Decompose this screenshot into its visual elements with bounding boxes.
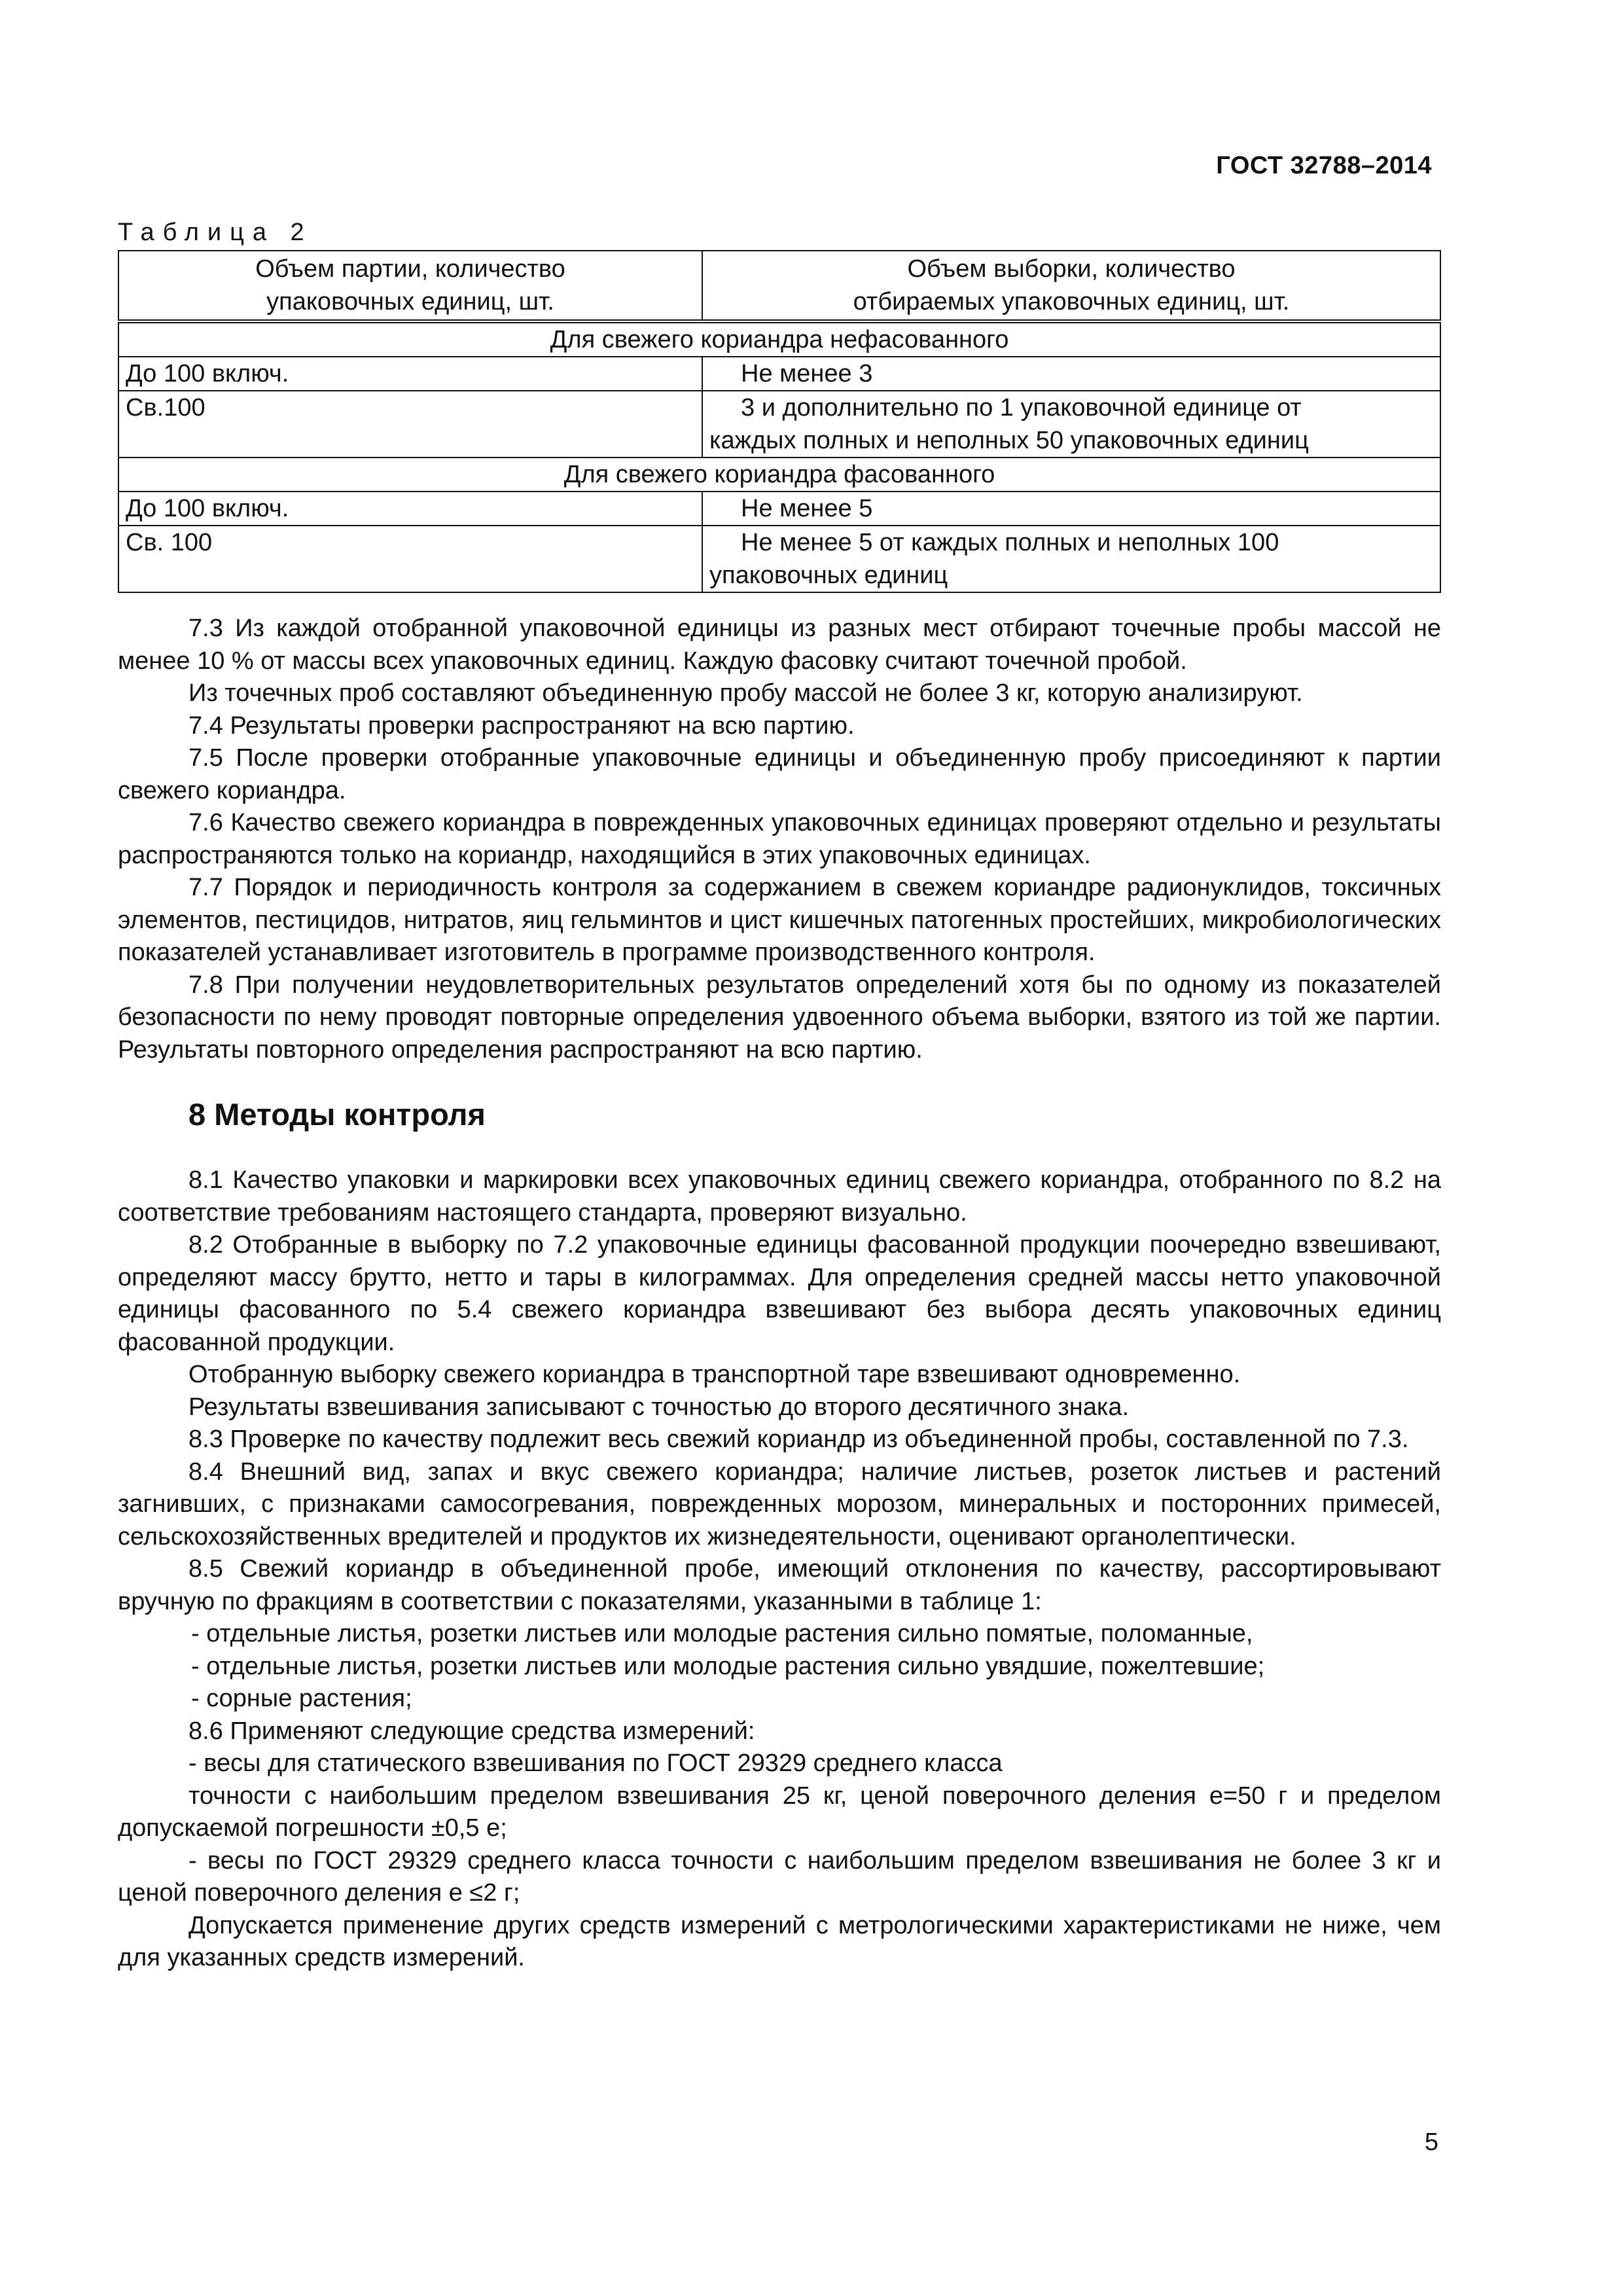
list-item: - сорные растения;: [191, 1685, 412, 1712]
list-item: - отдельные листья, розетки листьев или молодые растения сильно увядшие, пожелтевшие;: [191, 1652, 1265, 1680]
paragraph-7-3: 7.3 Из каждой отобранной упаковочной единицы из разных мест отбирают точечные пробы массой не менее 10 % от массы всех упаковочных единиц. Каждую фасовку считают точечной пробой.: [118, 615, 1441, 675]
section-title-packed: Для свежего кориандра фасованного: [118, 457, 1440, 492]
table-cell-lot: Св. 100: [118, 526, 702, 592]
table-caption: Таблица 2: [118, 219, 313, 246]
header-cell-sample-size: [702, 251, 1440, 321]
table-cell-sample: [702, 391, 1440, 457]
table-row: [118, 492, 1440, 526]
cell-line: каждых полных и неполных 50 упаковочных единиц: [709, 427, 1309, 454]
section-8-heading: 8 Методы контроля: [188, 1097, 486, 1132]
table-row: [118, 391, 1440, 457]
paragraph-7-8: 7.8 При получении неудовлетворительных результатов определений хотя бы по одному из показателей безопасности по нему проводят повторные определения удвоенного объема выборки, взятого из той же партии. Результаты повторного определения распространяют на всю партию.: [118, 971, 1441, 1064]
paragraph-7-7: 7.7 Порядок и периодичность контроля за содержанием в свежем кориандре радионуклидов, токсичных элементов, пестицидов, нитратов, яиц гельминтов и цист кишечных патогенных простейших, микробиологических показателей устанавливает изготовитель в программе производственного контроля.: [118, 874, 1441, 966]
cell-line: Не менее 5 от каждых полных и неполных 100: [741, 529, 1279, 556]
doc-code-header: ГОСТ 32788–2014: [1216, 152, 1432, 179]
paragraph-7-3-cont: Из точечных проб составляют объединенную пробу массой не более 3 кг, которую анализируют.: [188, 679, 1303, 707]
table-cell-lot: До 100 включ.: [118, 492, 702, 526]
sampling-table: [118, 250, 1441, 593]
header-line: Объем партии, количество: [255, 255, 565, 283]
paragraph-7-4: 7.4 Результаты проверки распространяют на всю партию.: [188, 711, 855, 740]
paragraph-8-2: 8.2 Отобранные в выборку по 7.2 упаковочные единицы фасованной продукции поочередно взвешивают, определяют массу брутто, нетто и тары в килограммах. Для определения средней массы нетто упаковочной единицы фасованного по 5.4 свежего кориандра взвешивают без выбора десять упаковочных единиц фасованной продукции.: [118, 1231, 1441, 1356]
paragraph-8-1: 8.1 Качество упаковки и маркировки всех упаковочных единиц свежего кориандра, отобранного по 8.2 на соответствие требованиям настоящего стандарта, проверяют визуально.: [118, 1166, 1441, 1227]
table-cell-sample: [702, 526, 1440, 592]
page-number: 5: [1424, 2128, 1438, 2156]
paragraph-8-3: 8.3 Проверке по качеству подлежит весь свежий кориандр из объединенной пробы, составленной по 7.3.: [188, 1426, 1409, 1453]
cell-line: упаковочных единиц: [709, 562, 948, 589]
paragraph-7-6: 7.6 Качество свежего кориандра в поврежденных упаковочных единицах проверяют отдельно и результаты распространяются только на кориандр, находящийся в этих упаковочных единицах.: [118, 809, 1441, 869]
table-row: [118, 357, 1440, 391]
paragraph-8-6-note: Допускается применение других средств измерений с метрологическими характеристиками не ниже, чем для указанных средств измерений.: [118, 1911, 1441, 1971]
cell-line: Не менее 3: [741, 360, 873, 387]
table-cell-lot: До 100 включ.: [118, 357, 702, 391]
cell-line: 3 и дополнительно по 1 упаковочной единице от: [741, 394, 1302, 422]
header-cell-lot-size: [118, 251, 702, 321]
cell-line: Не менее 5: [741, 495, 873, 522]
paragraph-8-2-b: Результаты взвешивания записывают с точностью до второго десятичного знака.: [188, 1393, 1130, 1421]
paragraph-8-6-scale-1-cont: точности с наибольшим пределом взвешивания 25 кг, ценой поверочного деления е=50 г и пределом допускаемой погрешности ±0,5 е;: [118, 1782, 1441, 1842]
table-row: [118, 526, 1440, 592]
header-line: Объем выборки, количество: [907, 255, 1236, 283]
table-cell-sample: [702, 492, 1440, 526]
list-item: - отдельные листья, розетки листьев или молодые растения сильно помятые, поломанные,: [191, 1620, 1253, 1647]
table-cell-lot: Св.100: [118, 391, 702, 457]
table-section-row: [118, 321, 1440, 357]
paragraph-8-4: 8.4 Внешний вид, запах и вкус свежего кориандра; наличие листьев, розеток листьев и растений загнивших, с признаками самосогревания, поврежденных морозом, минеральных и посторонних примесей, сельскохозяйственных вредителей и продуктов их жизнедеятельности, оценивают органолептически.: [118, 1458, 1441, 1551]
body-text: [118, 613, 1441, 1975]
paragraph-8-5: 8.5 Свежий кориандр в объединенной пробе, имеющий отклонения по качеству, рассортировывают вручную по фракциям в соответствии с показателями, указанными в таблице 1:: [118, 1555, 1441, 1615]
table-section-row: [118, 457, 1440, 492]
paragraph-8-6-scale-1: - весы для статического взвешивания по ГОСТ 29329 среднего класса: [188, 1749, 1003, 1777]
paragraph-8-6: 8.6 Применяют следующие средства измерений:: [188, 1717, 755, 1745]
paragraph-7-5: 7.5 После проверки отобранные упаковочные единицы и объединенную пробу присоединяют к партии свежего кориандра.: [118, 744, 1441, 804]
header-line: упаковочных единиц, шт.: [266, 288, 554, 315]
paragraph-8-2-a: Отобранную выборку свежего кориандра в транспортной таре взвешивают одновременно.: [188, 1361, 1241, 1388]
section-title-unpacked: Для свежего кориандра нефасованного: [118, 321, 1440, 357]
table-header-row: [118, 251, 1440, 321]
header-line: отбираемых упаковочных единиц, шт.: [853, 288, 1290, 315]
table-cell-sample: [702, 357, 1440, 391]
paragraph-8-6-scale-2: - весы по ГОСТ 29329 среднего класса точности с наибольшим пределом взвешивания не более 3 кг и ценой поверочного деления е ≤2 г;: [118, 1846, 1441, 1907]
